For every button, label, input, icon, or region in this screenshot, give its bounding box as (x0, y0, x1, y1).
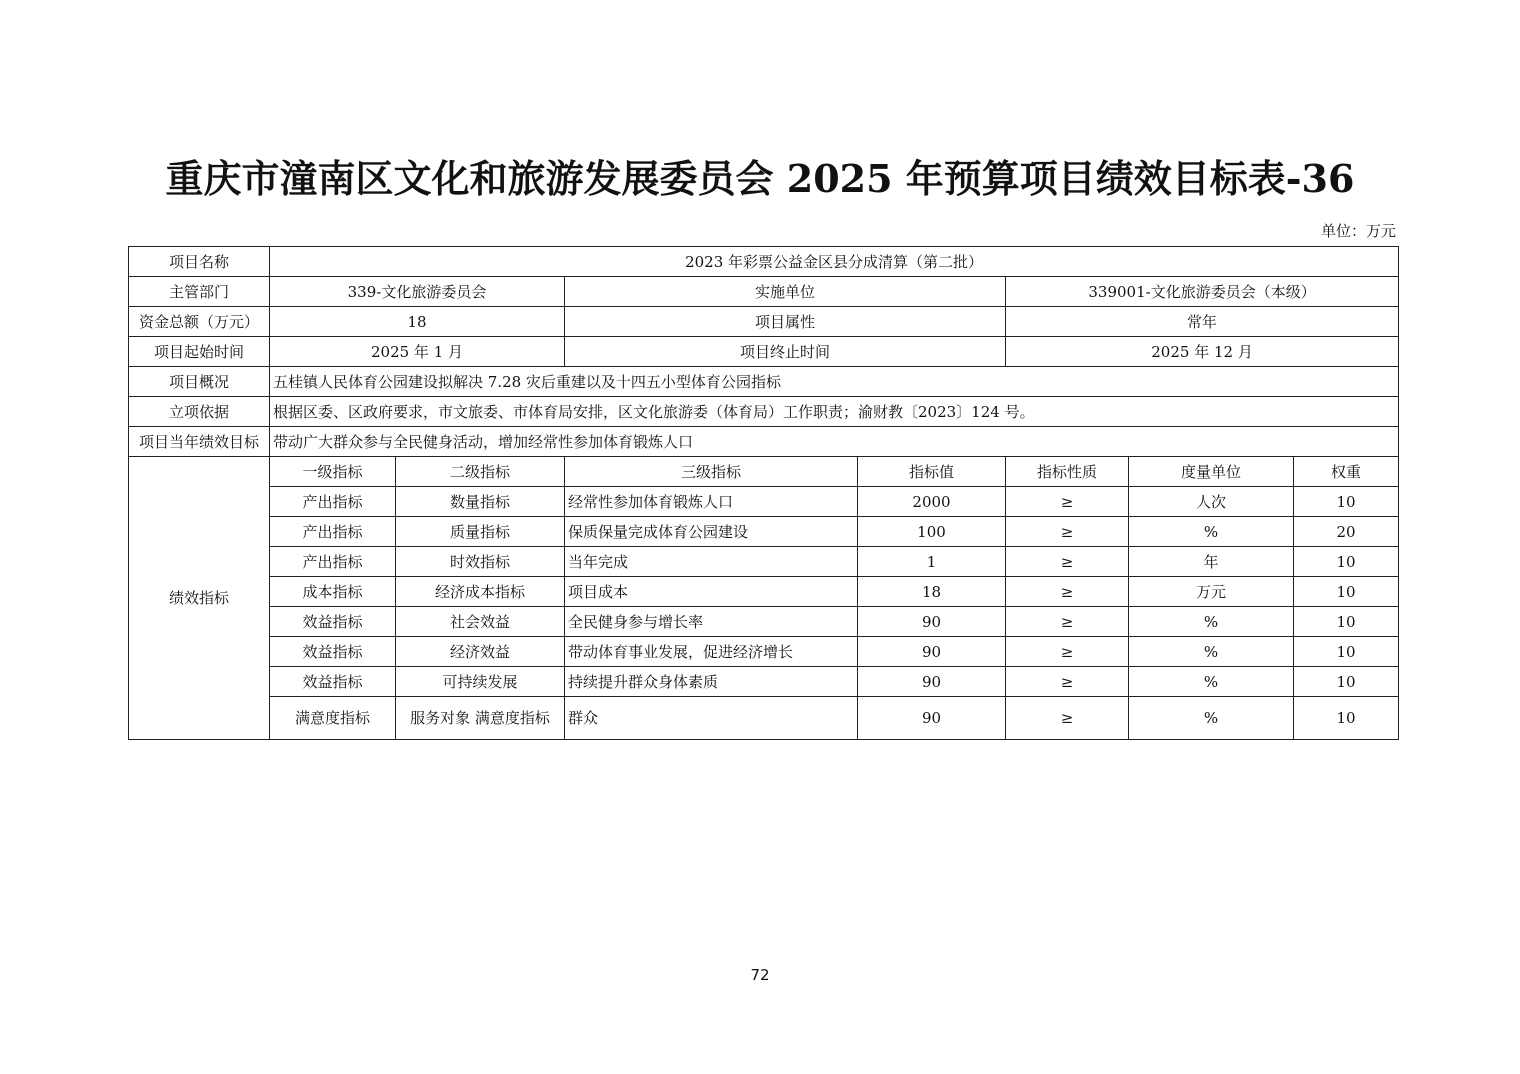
perf-cell: ≥ (1006, 697, 1129, 740)
perf-cell: ≥ (1006, 607, 1129, 637)
perf-header-cell: 权重 (1294, 457, 1399, 487)
perf-cell: 产出指标 (270, 517, 396, 547)
perf-header-cell: 一级指标 (270, 457, 396, 487)
goal-value: 带动广大群众参与全民健身活动，增加经常性参加体育锻炼人口 (270, 427, 1399, 457)
perf-cell: 时效指标 (396, 547, 565, 577)
basis-value: 根据区委、区政府要求，市文旅委、市体育局安排，区文化旅游委（体育局）工作职责；渝财教〔2023〕124 号。 (270, 397, 1399, 427)
perf-cell: ≥ (1006, 547, 1129, 577)
goal-label: 项目当年绩效目标 (129, 427, 270, 457)
perf-cell: ≥ (1006, 487, 1129, 517)
fund-label: 资金总额（万元） (129, 307, 270, 337)
perf-cell: ≥ (1006, 667, 1129, 697)
perf-row (129, 667, 1399, 697)
page-title: 重庆市潼南区文化和旅游发展委员会 2025 年预算项目绩效目标表-36 (165, 156, 1355, 201)
perf-cell: ≥ (1006, 577, 1129, 607)
perf-label: 绩效指标 (129, 457, 270, 740)
perf-cell: 1 (858, 547, 1006, 577)
perf-row (129, 547, 1399, 577)
perf-cell: 万元 (1129, 577, 1294, 607)
perf-cell: 10 (1294, 577, 1399, 607)
perf-header-cell: 二级指标 (396, 457, 565, 487)
perf-row (129, 607, 1399, 637)
perf-cell: 经常性参加体育锻炼人口 (565, 487, 858, 517)
perf-cell: % (1129, 667, 1294, 697)
perf-header-cell: 指标值 (858, 457, 1006, 487)
main-table (128, 246, 1399, 740)
perf-cell: % (1129, 517, 1294, 547)
perf-cell: 服务对象 满意度指标 (396, 697, 565, 740)
start-label: 项目起始时间 (129, 337, 270, 367)
row-project-name (129, 247, 1399, 277)
row-basis (129, 397, 1399, 427)
perf-cell: 持续提升群众身体素质 (565, 667, 858, 697)
perf-header-cell: 三级指标 (565, 457, 858, 487)
unit-label: 单位：万元 (1320, 222, 1396, 240)
perf-cell: 10 (1294, 607, 1399, 637)
perf-cell: 当年完成 (565, 547, 858, 577)
perf-cell: % (1129, 697, 1294, 740)
row-fund (129, 307, 1399, 337)
perf-cell: 可持续发展 (396, 667, 565, 697)
perf-cell: 经济成本指标 (396, 577, 565, 607)
perf-row (129, 637, 1399, 667)
perf-row (129, 517, 1399, 547)
project-name-label: 项目名称 (129, 247, 270, 277)
perf-cell: 产出指标 (270, 487, 396, 517)
perf-cell: 90 (858, 607, 1006, 637)
overview-value: 五桂镇人民体育公园建设拟解决 7.28 灾后重建以及十四五小型体育公园指标 (270, 367, 1399, 397)
overview-label: 项目概况 (129, 367, 270, 397)
project-name-value: 2023 年彩票公益金区县分成清算（第二批） (270, 247, 1399, 277)
perf-cell: 项目成本 (565, 577, 858, 607)
fund-value: 18 (270, 307, 565, 337)
perf-cell: % (1129, 637, 1294, 667)
perf-cell: 经济效益 (396, 637, 565, 667)
perf-row (129, 487, 1399, 517)
perf-cell: ≥ (1006, 637, 1129, 667)
basis-label: 立项依据 (129, 397, 270, 427)
perf-cell: 全民健身参与增长率 (565, 607, 858, 637)
perf-cell: 10 (1294, 547, 1399, 577)
attr-value: 常年 (1006, 307, 1399, 337)
perf-cell: % (1129, 607, 1294, 637)
dept-label: 主管部门 (129, 277, 270, 307)
perf-header-row (129, 457, 1399, 487)
row-dept (129, 277, 1399, 307)
perf-cell: 年 (1129, 547, 1294, 577)
perf-cell: 社会效益 (396, 607, 565, 637)
row-time (129, 337, 1399, 367)
perf-cell: 20 (1294, 517, 1399, 547)
perf-cell: 产出指标 (270, 547, 396, 577)
perf-cell: 90 (858, 637, 1006, 667)
row-goal (129, 427, 1399, 457)
perf-cell: 10 (1294, 697, 1399, 740)
perf-cell: 效益指标 (270, 607, 396, 637)
perf-cell: 质量指标 (396, 517, 565, 547)
perf-cell: ≥ (1006, 517, 1129, 547)
impl-value: 339001-文化旅游委员会（本级） (1006, 277, 1399, 307)
perf-row (129, 697, 1399, 740)
perf-header-cell: 指标性质 (1006, 457, 1129, 487)
perf-cell: 群众 (565, 697, 858, 740)
perf-cell: 保质保量完成体育公园建设 (565, 517, 858, 547)
end-label: 项目终止时间 (565, 337, 1006, 367)
perf-cell: 人次 (1129, 487, 1294, 517)
perf-cell: 效益指标 (270, 667, 396, 697)
perf-cell: 10 (1294, 637, 1399, 667)
perf-cell: 90 (858, 667, 1006, 697)
perf-cell: 10 (1294, 667, 1399, 697)
perf-cell: 90 (858, 697, 1006, 740)
perf-cell: 满意度指标 (270, 697, 396, 740)
impl-label: 实施单位 (565, 277, 1006, 307)
perf-header-cell: 度量单位 (1129, 457, 1294, 487)
perf-cell: 100 (858, 517, 1006, 547)
end-value: 2025 年 12 月 (1006, 337, 1399, 367)
perf-cell: 成本指标 (270, 577, 396, 607)
perf-cell: 带动体育事业发展，促进经济增长 (565, 637, 858, 667)
perf-cell: 效益指标 (270, 637, 396, 667)
perf-cell: 数量指标 (396, 487, 565, 517)
row-overview (129, 367, 1399, 397)
dept-value: 339-文化旅游委员会 (270, 277, 565, 307)
perf-cell: 10 (1294, 487, 1399, 517)
start-value: 2025 年 1 月 (270, 337, 565, 367)
perf-row (129, 577, 1399, 607)
page-number: 72 (750, 966, 770, 984)
attr-label: 项目属性 (565, 307, 1006, 337)
perf-cell: 18 (858, 577, 1006, 607)
perf-cell: 2000 (858, 487, 1006, 517)
